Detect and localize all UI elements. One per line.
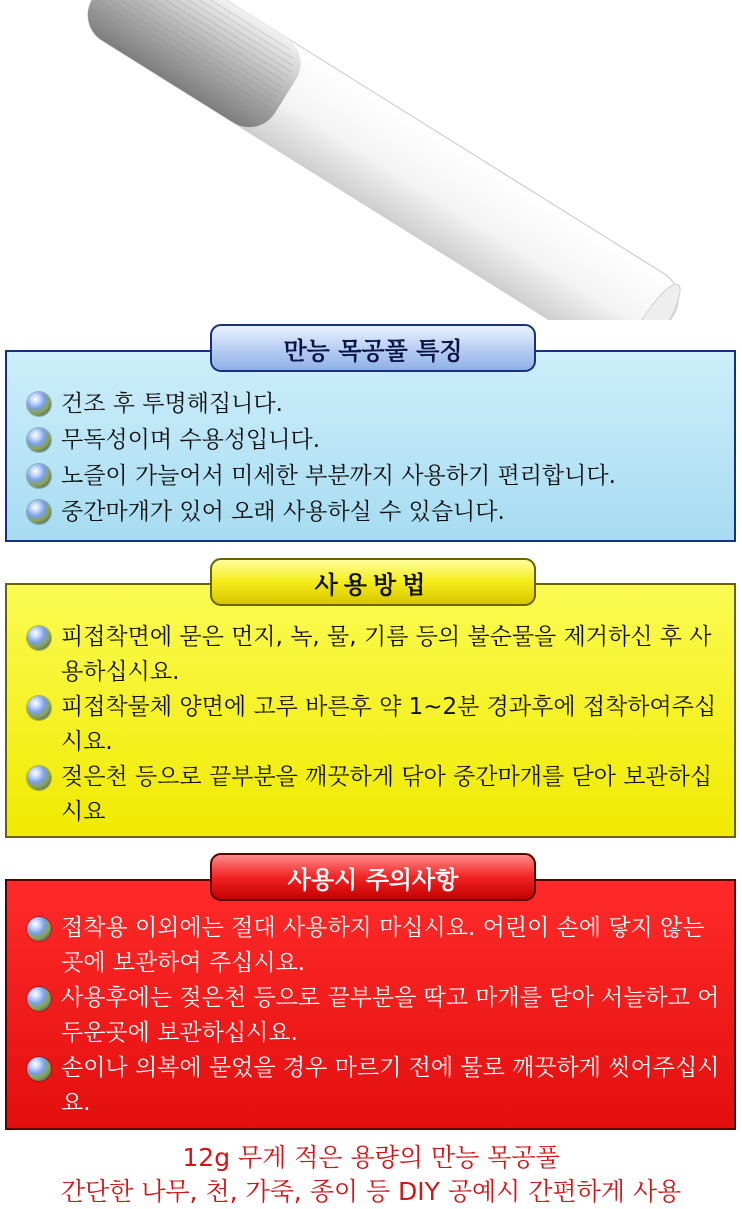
bullet-icon bbox=[27, 428, 51, 452]
usage-text: 젖은천 등으로 끝부분을 깨끗하게 닦아 중간마개를 닫아 보관하십시요 bbox=[61, 764, 713, 825]
usage-title: 사용방법 bbox=[210, 558, 536, 606]
feature-text: 중간마개가 있어 오래 사용하실 수 있습니다. bbox=[61, 499, 505, 525]
list-item bbox=[27, 690, 720, 760]
features-list bbox=[27, 386, 720, 530]
cautions-panel bbox=[5, 879, 736, 1130]
bullet-icon bbox=[27, 696, 51, 720]
bullet-icon bbox=[27, 1057, 51, 1081]
list-item bbox=[27, 422, 720, 458]
bullet-icon bbox=[27, 766, 51, 790]
bullet-icon bbox=[27, 987, 51, 1011]
bullet-icon bbox=[27, 917, 51, 941]
caution-text: 손이나 의복에 묻었을 경우 마르기 전에 물로 깨끗하게 씻어주십시요. bbox=[61, 1055, 720, 1116]
usage-text: 피접착면에 묻은 먼지, 녹, 물, 기름 등의 불순물을 제거하신 후 사용하십시요. bbox=[61, 624, 712, 685]
usage-text: 피접착물체 양면에 고루 바른후 약 1~2분 경과후에 접착하여주십시요. bbox=[61, 694, 717, 755]
caution-text: 접착용 이외에는 절대 사용하지 마십시요. 어린이 손에 닿지 않는 곳에 보관하여 주십시요. bbox=[61, 915, 705, 976]
features-panel bbox=[5, 350, 736, 542]
caution-text: 사용후에는 젖은천 등으로 끝부분을 딱고 마개를 닫아 서늘하고 어두운곳에 보관하십시요. bbox=[61, 985, 720, 1046]
feature-text: 무독성이며 수용성입니다. bbox=[61, 427, 321, 453]
bullet-icon bbox=[27, 626, 51, 650]
list-item bbox=[27, 458, 720, 494]
list-item bbox=[27, 620, 720, 690]
feature-text: 건조 후 투명해집니다. bbox=[61, 391, 283, 417]
list-item bbox=[27, 1051, 720, 1121]
features-title: 만능 목공풀 특징 bbox=[210, 324, 536, 372]
glue-tube-image bbox=[0, 0, 742, 320]
list-item bbox=[27, 981, 720, 1051]
list-item bbox=[27, 911, 720, 981]
bullet-icon bbox=[27, 500, 51, 524]
cautions-title: 사용시 주의사항 bbox=[210, 853, 536, 901]
usage-panel bbox=[5, 583, 736, 838]
list-item bbox=[27, 760, 720, 830]
usage-list bbox=[27, 620, 720, 830]
list-item bbox=[27, 494, 720, 530]
feature-text: 노즐이 가늘어서 미세한 부분까지 사용하기 편리합니다. bbox=[61, 463, 616, 489]
list-item bbox=[27, 386, 720, 422]
bullet-icon bbox=[27, 392, 51, 416]
bullet-icon bbox=[27, 464, 51, 488]
cautions-list bbox=[27, 911, 720, 1121]
footer-line-1: 12g 무게 적은 용량의 만능 목공풀 bbox=[182, 1143, 560, 1172]
footer-line-2: 간단한 나무, 천, 가죽, 종이 등 DIY 공예시 간편하게 사용 bbox=[60, 1177, 682, 1206]
